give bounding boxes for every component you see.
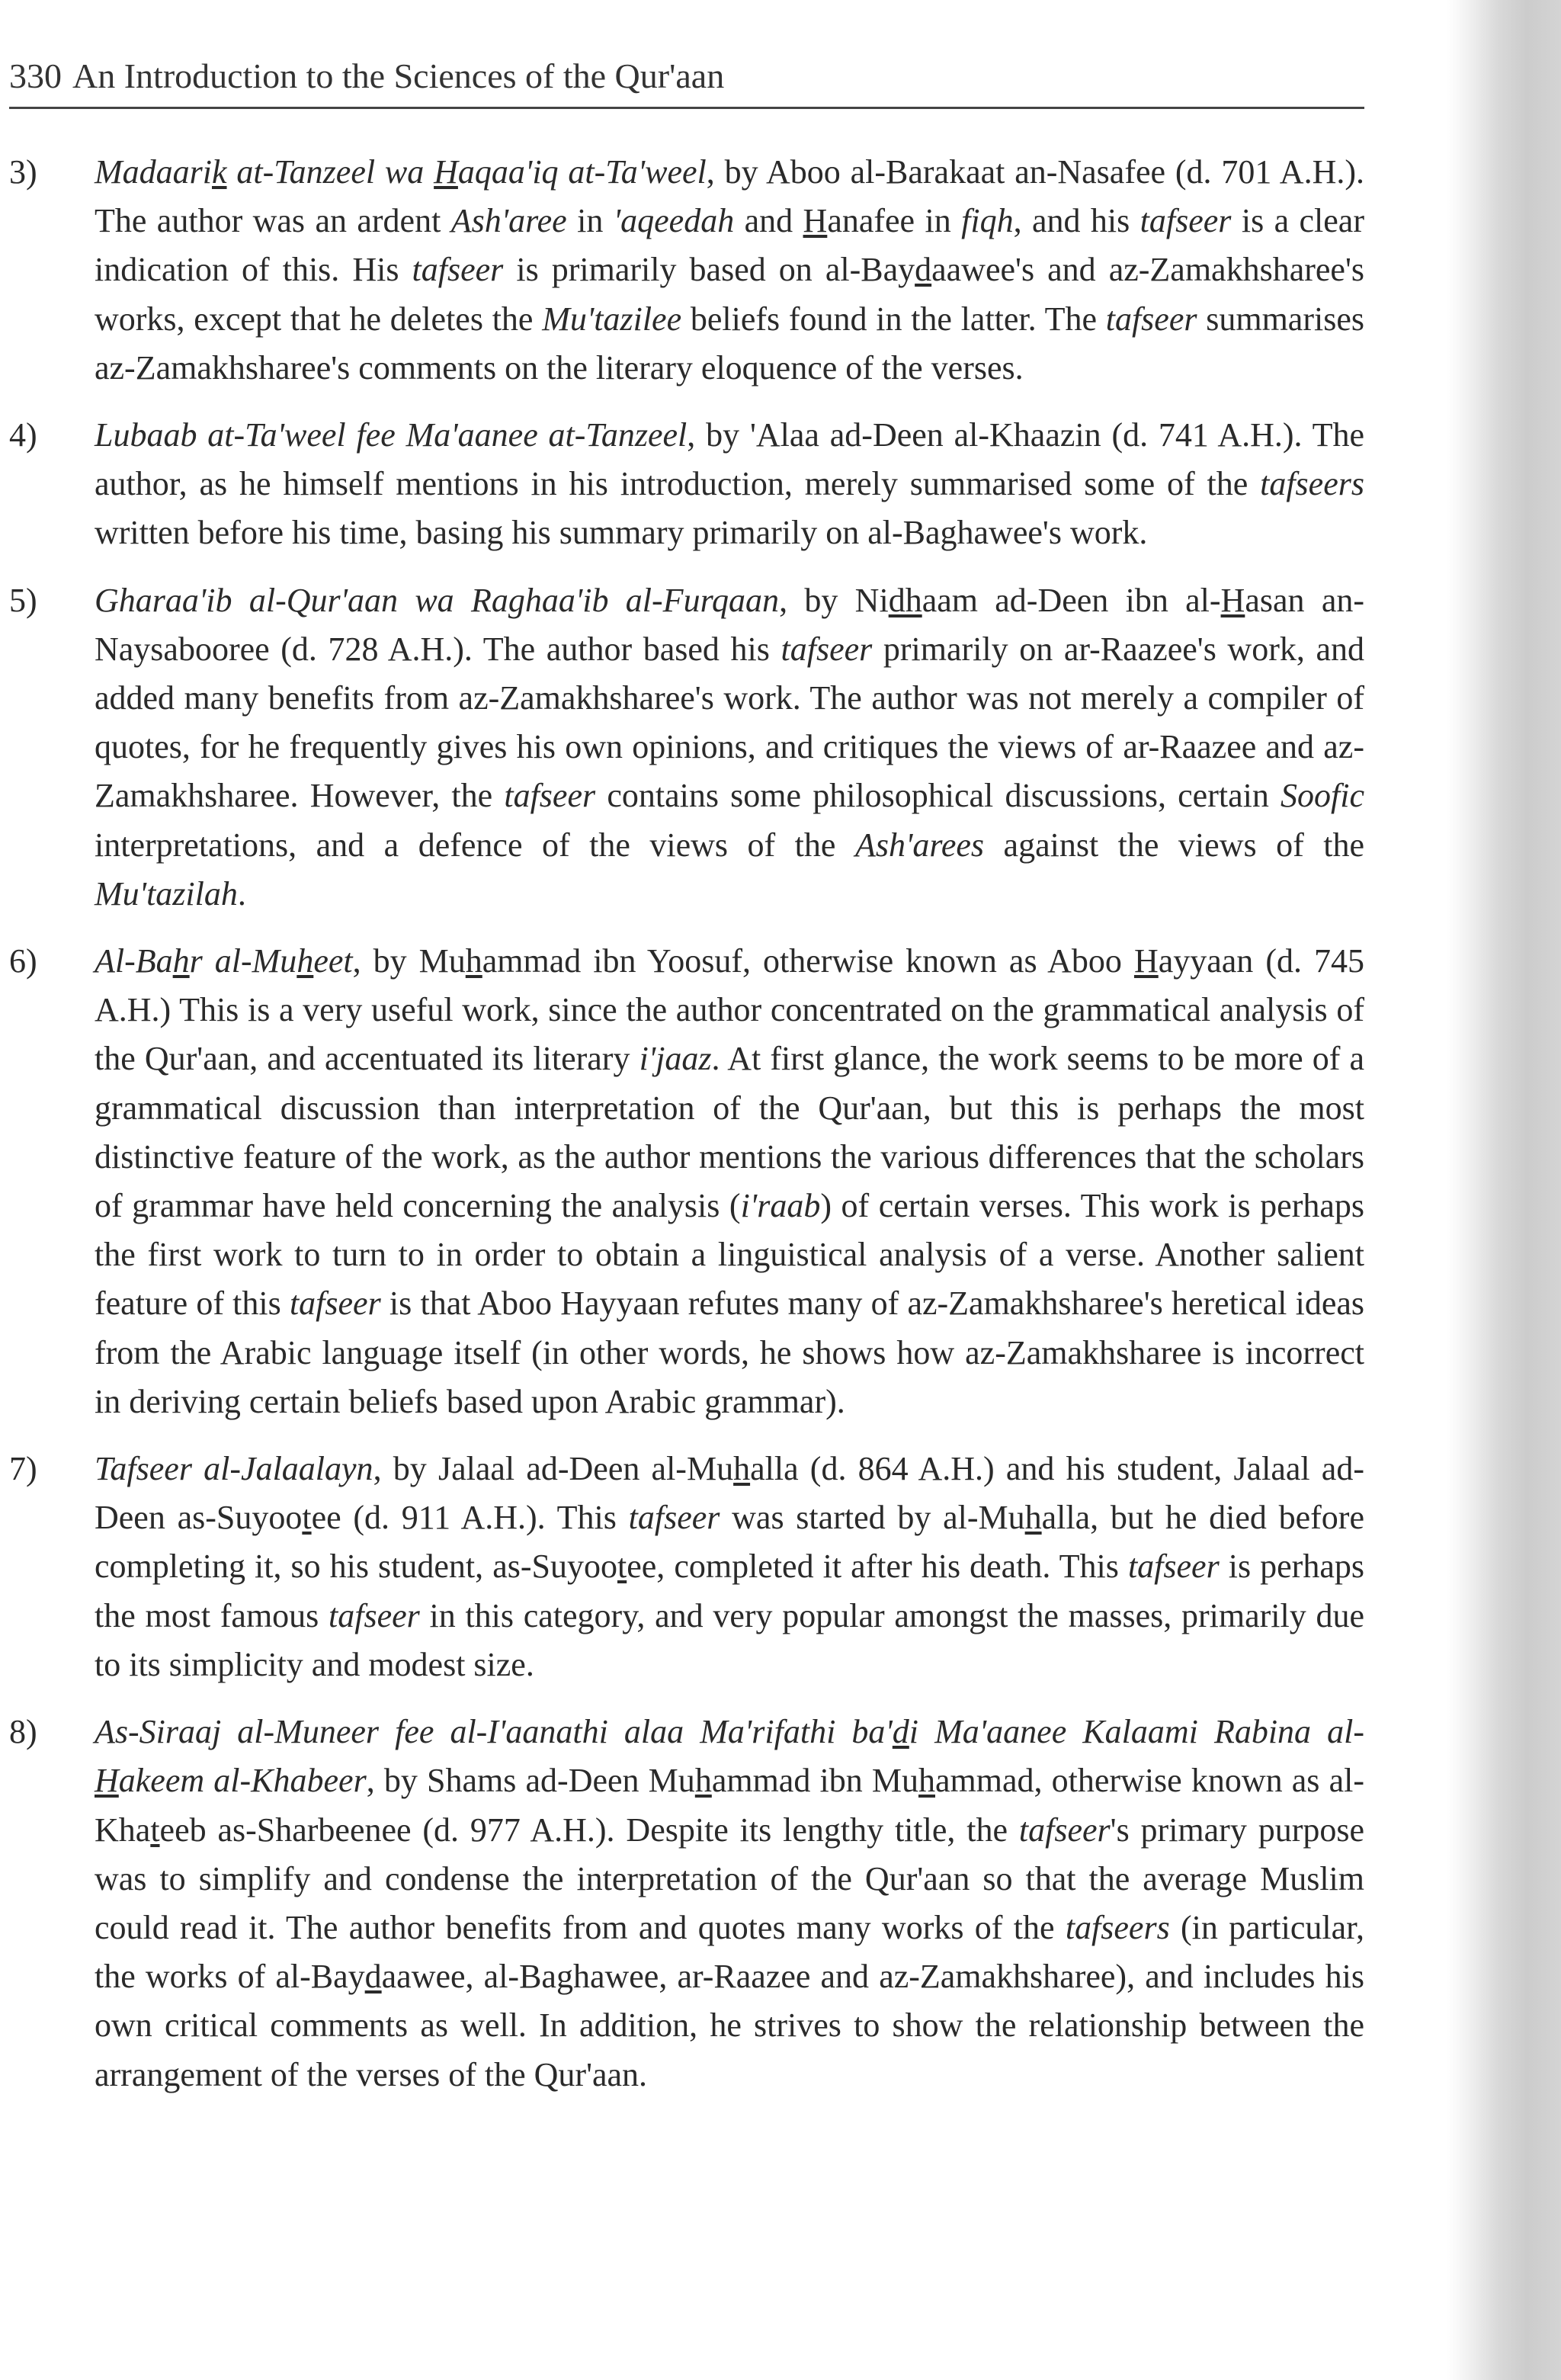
tafseer-list [9, 148, 1364, 2118]
list-item [9, 411, 1364, 558]
list-item [9, 1708, 1364, 2099]
running-title: An Introduction to the Sciences of the Qur'aan [72, 56, 725, 95]
item-text: Gharaa'ib al-Qur'aan wa Raghaa'ib al-Furqaan, by Nidhaam ad-Deen ibn al-Hasan an-Naysabooree (d. 728 A.H.). The author based his tafseer primarily on ar-Raazee's work, and added many benefits from az-Zamakhsharee's work. The author was not merely a compiler of quotes, for he frequently gives his own opinions, and critiques the views of ar-Raazee and az-Zamakhsharee. However, the tafseer contains some philosophical discussions, certain Soofic interpretations, and a defence of the views of the Ash'arees against the views of the Mu'tazilah. [95, 581, 1365, 913]
item-text: Al-Bahr al-Muheet, by Muhammad ibn Yoosuf, otherwise known as Aboo Hayyaan (d. 745 A.H.) This is a very useful work, since the author concentrated on the grammatical analysis of the Qur'aan, and accentuated its literary i'jaaz. At first glance, the work seems to be more of a grammatical discussion than interpretation of the Qur'aan, but this is perhaps the most distinctive feature of the work, as the author mentions the various differences that the scholars of grammar have held concerning the analysis (i'raab) of certain verses. This work is perhaps the first work to turn to in order to obtain a linguistical analysis of a verse. Another salient feature of this tafseer is that Aboo Hayyaan refutes many of az-Zamakhsharee's heretical ideas from the Arabic language itself (in other words, he shows how az-Zamakhsharee is incorrect in deriving certain beliefs based upon Arabic grammar). [95, 942, 1365, 1420]
running-header [9, 55, 1419, 98]
item-number: 8) [9, 1713, 37, 1751]
list-item [9, 937, 1364, 1426]
list-item [9, 576, 1364, 919]
item-text: Lubaab at-Ta'weel fee Ma'aanee at-Tanzeel, by 'Alaa ad-Deen al-Khaazin (d. 741 A.H.). The author, as he himself mentions in his introduction, merely summarised some of the tafseers written before his time, basing his summary primarily on al-Baghawee's work. [95, 416, 1364, 552]
list-item [9, 1445, 1364, 1689]
page-number: 330 [9, 56, 62, 95]
item-text: Tafseer al-Jalaalayn, by Jalaal ad-Deen al-Muhalla (d. 864 A.H.) and his student, Jalaal ad-Deen as-Suyootee (d. 911 A.H.). This tafseer was started by al-Muhalla, but he died before completing it, so his student, as-Suyootee, completed it after his death. This tafseer is perhaps the most famous tafseer in this category, and very popular amongst the masses, primarily due to its simplicity and modest size. [95, 1450, 1364, 1683]
item-number: 7) [9, 1450, 37, 1488]
list-item [9, 148, 1364, 393]
item-number: 4) [9, 416, 37, 454]
item-number: 6) [9, 942, 37, 980]
item-number: 3) [9, 153, 37, 191]
item-number: 5) [9, 581, 37, 619]
header-rule [9, 107, 1364, 109]
page-edge-shadow [1447, 0, 1561, 2380]
item-text: As-Siraaj al-Muneer fee al-I'aanathi alaa Ma'rifathi ba'di Ma'aanee Kalaami Rabina al-Hakeem al-Khabeer, by Shams ad-Deen Muhammad ibn Muhammad, otherwise known as al-Khateeb as-Sharbeenee (d. 977 A.H.). Despite its lengthy title, the tafseer's primary purpose was to simplify and condense the interpretation of the Qur'aan so that the average Muslim could read it. The author benefits from and quotes many works of the tafseers (in particular, the works of al-Baydaawee, al-Baghawee, ar-Raazee and az-Zamakhsharee), and includes his own critical comments as well. In addition, he strives to show the relationship between the arrangement of the verses of the Qur'aan. [95, 1713, 1365, 2093]
item-text: Madaarik at-Tanzeel wa Haqaa'iq at-Ta'weel, by Aboo al-Barakaat an-Nasafee (d. 701 A.H.). The author was an ardent Ash'aree in 'aqeedah and Hanafee in fiqh, and his tafseer is a clear indication of this. His tafseer is primarily based on al-Baydaawee's and az-Zamakhsharee's works, except that he deletes the Mu'tazilee beliefs found in the latter. The tafseer summarises az-Zamakhsharee's comments on the literary eloquence of the verses. [95, 153, 1365, 387]
